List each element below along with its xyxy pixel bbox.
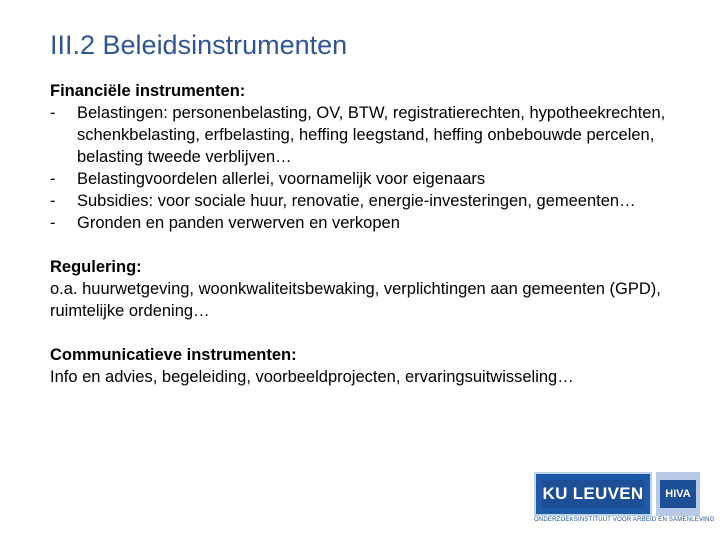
communication-heading: Communicatieve instrumenten: bbox=[50, 346, 297, 364]
communication-section bbox=[50, 344, 705, 388]
slide-title: III.2 Beleidsinstrumenten bbox=[50, 30, 348, 60]
bullet-marker: - bbox=[50, 192, 56, 210]
list-item bbox=[50, 190, 705, 212]
financial-list bbox=[50, 102, 705, 234]
financial-heading: Financiële instrumenten: bbox=[50, 82, 246, 100]
list-item-text: Gronden en panden verwerven en verkopen bbox=[77, 214, 400, 232]
list-item bbox=[50, 168, 705, 190]
hiva-logo-text: HIVA bbox=[660, 480, 696, 508]
list-item bbox=[50, 102, 705, 168]
slide-content bbox=[50, 80, 705, 388]
bullet-marker: - bbox=[50, 170, 56, 188]
hiva-logo bbox=[656, 472, 700, 516]
bullet-marker: - bbox=[50, 104, 56, 122]
ku-leuven-logo-text: KU LEUVEN bbox=[542, 480, 644, 508]
list-item-text: Belastingvoordelen allerlei, voornamelijk voor eigenaars bbox=[77, 170, 486, 188]
ku-leuven-logo bbox=[534, 472, 652, 516]
logo-subtitle: ONDERZOEKSINSTITUUT VOOR ARBEID EN SAMENLEVING bbox=[534, 517, 715, 523]
bullet-marker: - bbox=[50, 214, 56, 232]
communication-text: Info en advies, begeleiding, voorbeeldprojecten, ervaringsuitwisseling… bbox=[50, 368, 574, 386]
regulation-section bbox=[50, 256, 705, 322]
list-item bbox=[50, 212, 705, 234]
list-item-text: Subsidies: voor sociale huur, renovatie, energie-investeringen, gemeenten… bbox=[77, 192, 636, 210]
regulation-heading: Regulering: bbox=[50, 258, 142, 276]
regulation-text: o.a. huurwetgeving, woonkwaliteitsbewaking, verplichtingen aan gemeenten (GPD), ruimtelijke ordening… bbox=[50, 280, 661, 320]
list-item-text: Belastingen: personenbelasting, OV, BTW, registratierechten, hypotheekrechten, schenkbelasting, erfbelasting, heffing leegstand, heffing onbebouwde percelen, belasting tweede verblijven… bbox=[77, 104, 666, 166]
